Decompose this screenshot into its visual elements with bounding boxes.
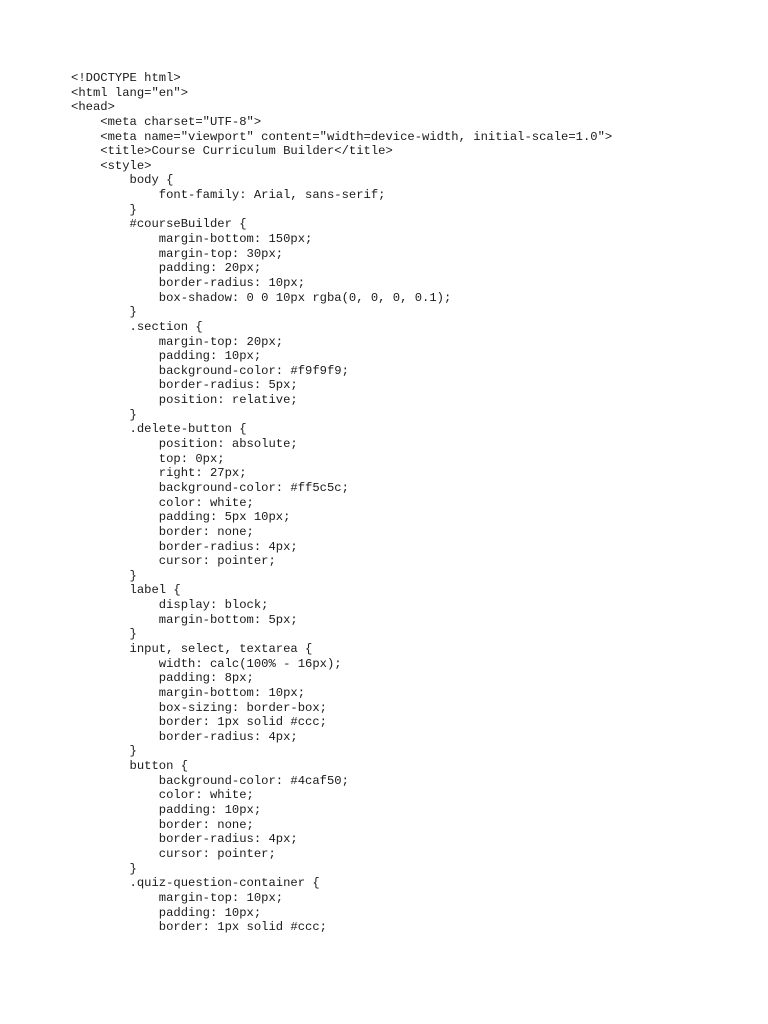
code-line: padding: 10px;	[71, 803, 262, 818]
code-line: position: relative;	[71, 393, 298, 408]
code-line: label {	[71, 583, 181, 598]
code-line: margin-bottom: 10px;	[71, 685, 306, 700]
code-line: .delete-button {	[71, 422, 247, 437]
code-line: width: calc(100% - 16px);	[71, 656, 342, 671]
code-line: padding: 8px;	[71, 671, 254, 686]
code-line: background-color: #f9f9f9;	[71, 363, 349, 378]
code-line: padding: 20px;	[71, 261, 262, 276]
code-line: <html lang="en">	[71, 85, 189, 100]
code-line: .section {	[71, 319, 203, 334]
code-line: color: white;	[71, 495, 254, 510]
code-line: }	[71, 305, 137, 320]
code-line: margin-top: 10px;	[71, 890, 284, 905]
code-line: <meta name="viewport" content="width=device-width, initial-scale=1.0">	[71, 129, 613, 144]
code-line: <meta charset="UTF-8">	[71, 114, 262, 129]
code-line: position: absolute;	[71, 437, 298, 452]
code-line: }	[71, 202, 137, 217]
code-line: display: block;	[71, 598, 269, 613]
code-line: }	[71, 568, 137, 583]
code-line: border: 1px solid #ccc;	[71, 920, 327, 935]
code-line: }	[71, 627, 137, 642]
code-line: .quiz-question-container {	[71, 876, 320, 891]
code-line: border: 1px solid #ccc;	[71, 715, 327, 730]
code-line: padding: 10px;	[71, 905, 262, 920]
code-line: padding: 5px 10px;	[71, 510, 291, 525]
code-line: margin-top: 30px;	[71, 246, 284, 261]
code-line: border: none;	[71, 817, 254, 832]
code-line: background-color: #ff5c5c;	[71, 480, 349, 495]
code-line: body {	[71, 173, 174, 188]
code-line: <head>	[71, 100, 115, 115]
code-line: }	[71, 861, 137, 876]
code-line: border-radius: 5px;	[71, 378, 298, 393]
code-listing	[71, 71, 751, 935]
code-line: right: 27px;	[71, 466, 247, 481]
code-line: <style>	[71, 158, 152, 173]
code-line: }	[71, 744, 137, 759]
code-line: margin-top: 20px;	[71, 334, 284, 349]
code-line: }	[71, 407, 137, 422]
code-line: border-radius: 4px;	[71, 832, 298, 847]
code-line: margin-bottom: 5px;	[71, 612, 298, 627]
code-line: padding: 10px;	[71, 349, 262, 364]
code-line: cursor: pointer;	[71, 554, 276, 569]
code-line: #courseBuilder {	[71, 217, 247, 232]
code-line: font-family: Arial, sans-serif;	[71, 188, 386, 203]
code-line: button {	[71, 759, 189, 774]
code-line: <!DOCTYPE html>	[71, 71, 181, 85]
code-line: margin-bottom: 150px;	[71, 232, 313, 247]
code-line: top: 0px;	[71, 451, 225, 466]
code-line: border-radius: 4px;	[71, 729, 298, 744]
code-line: cursor: pointer;	[71, 846, 276, 861]
code-line: <title>Course Curriculum Builder</title>	[71, 144, 393, 159]
code-line: color: white;	[71, 788, 254, 803]
code-line: border: none;	[71, 524, 254, 539]
code-line: border-radius: 4px;	[71, 539, 298, 554]
code-line: border-radius: 10px;	[71, 275, 306, 290]
code-line: background-color: #4caf50;	[71, 773, 349, 788]
code-line: input, select, textarea {	[71, 641, 313, 656]
code-line: box-shadow: 0 0 10px rgba(0, 0, 0, 0.1);	[71, 290, 452, 305]
code-line: box-sizing: border-box;	[71, 700, 327, 715]
